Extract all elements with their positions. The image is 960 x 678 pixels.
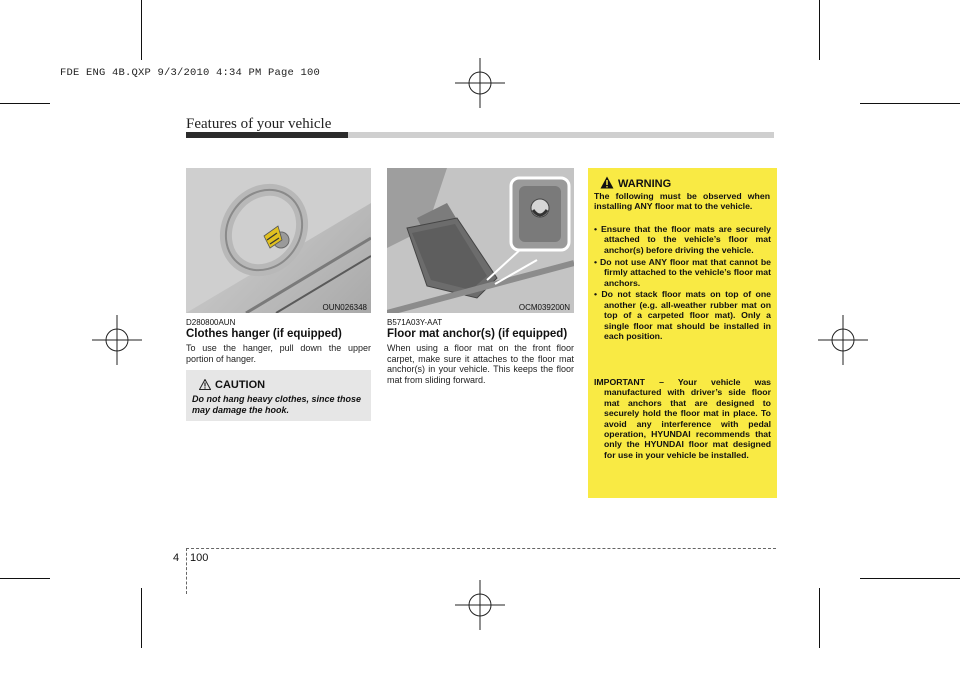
warning-item: • Do not stack floor mats on top of one another (e.g. all-weather rubber mat on top of a carpeted floor mat). Only a single floor mat should be installed in each position. [594, 289, 771, 342]
clothes-hanger-photo [186, 168, 371, 313]
footer-divider [186, 548, 187, 594]
section-code: D280800AUN [186, 318, 236, 327]
caution-title: CAUTION [215, 379, 266, 391]
section-title-floor-mat: Floor mat anchor(s) (if equipped) [387, 328, 568, 340]
print-slug: FDE ENG 4B.QXP 9/3/2010 4:34 PM Page 100 [60, 67, 321, 79]
registration-mark-right [818, 315, 868, 365]
warning-box [588, 168, 777, 498]
page-header-title: Features of your vehicle [186, 116, 332, 132]
registration-mark-top [455, 58, 505, 108]
registration-mark-bottom [455, 580, 505, 630]
section-code: B571A03Y-AAT [387, 318, 443, 327]
caution-text: Do not hang heavy clothes, since those may damage the hook. [192, 394, 362, 415]
floor-mat-body: When using a floor mat on the front floor carpet, make sure it attaches to the floor mat anchor(s) in your vehicle. This keeps the floor mat from sliding forward. [387, 343, 574, 385]
warning-important: IMPORTANT – Your vehicle was manufactured with driver’s side floor mat anchors that are designed to securely hold the floor mat in place. To avoid any interference with pedal operation, HYUNDAI recommends that only the HYUNDAI floor mat designed for use in your vehicle be installed. [594, 377, 771, 460]
warning-list [594, 224, 771, 343]
warning-title: WARNING [618, 178, 672, 190]
caution-box [186, 370, 371, 421]
floor-mat-anchor-photo [387, 168, 574, 313]
footer-rule [186, 548, 776, 549]
caution-icon [199, 379, 211, 390]
header-rule [186, 132, 774, 138]
warning-item: • Do not use ANY floor mat that cannot be firmly attached to the vehicle’s floor mat anchors. [594, 256, 771, 288]
clothes-hanger-body: To use the hanger, pull down the upper portion of hanger. [186, 343, 371, 364]
warning-intro: The following must be observed when installing ANY floor mat to the vehicle. [594, 191, 770, 212]
warning-icon [600, 176, 614, 189]
registration-mark-left [92, 315, 142, 365]
image-code: OCM039200N [518, 303, 570, 312]
image-code: OUN026348 [322, 303, 367, 312]
section-title-clothes-hanger: Clothes hanger (if equipped) [186, 328, 342, 340]
page-number: 100 [190, 552, 209, 564]
warning-item: • Ensure that the floor mats are securely attached to the vehicle’s floor mat anchor(s) before driving the vehicle. [594, 224, 771, 255]
chapter-number: 4 [173, 552, 180, 564]
